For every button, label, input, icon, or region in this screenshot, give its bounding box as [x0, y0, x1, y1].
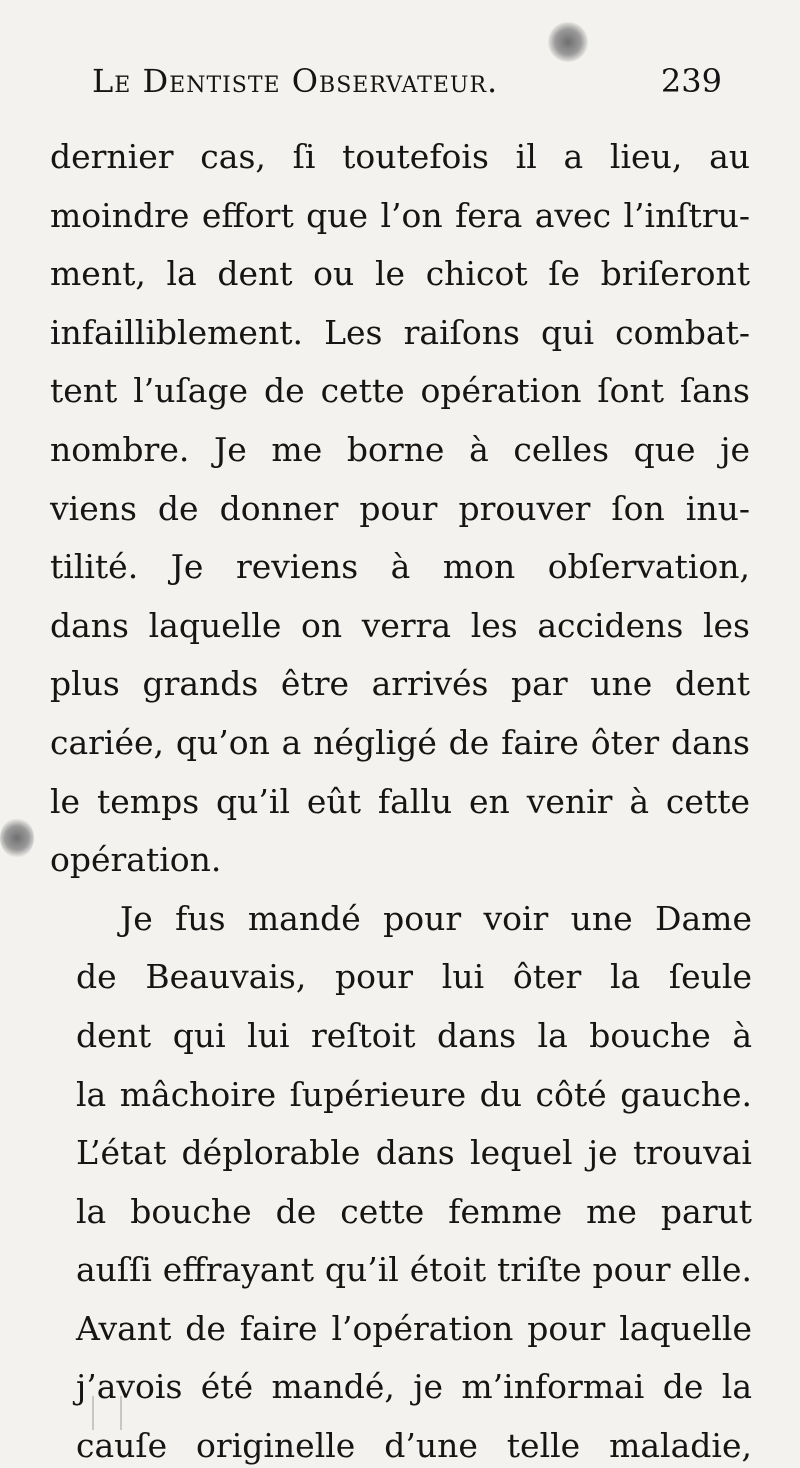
text-line: tent l’uſage de cette opération ſont ſans: [50, 371, 750, 411]
text-line: opération.: [50, 840, 222, 880]
text-line: le temps qu’il eût fallu en venir à cette: [50, 781, 750, 821]
ink-stain: [0, 818, 34, 858]
text-line: plus grands être arrivés par une dent: [50, 664, 750, 704]
paragraph: [50, 890, 750, 1468]
text-line: moindre effort que l’on fera avec l’inſtru-: [50, 195, 750, 235]
text-line: j’avois été mandé, je m’informai de la: [76, 1367, 752, 1407]
text-line: la bouche de cette femme me parut: [76, 1191, 752, 1231]
text-line: auſſi effrayant qu’il étoit triſte pour elle.: [76, 1250, 752, 1290]
text-line: dernier cas, ſi toutefois il a lieu, au: [50, 137, 750, 176]
text-line: nombre. Je me borne à celles que je: [50, 429, 750, 469]
text-line: L’état déplorable dans lequel je trouvai: [76, 1133, 752, 1173]
text-line: dent qui lui reſtoit dans la bouche à: [76, 1015, 752, 1055]
paragraph: [50, 128, 750, 890]
running-title: Le Dentiste Observateur.: [92, 62, 499, 100]
running-header: [92, 62, 722, 112]
text-line: viens de donner pour prouver ſon inu-: [50, 488, 750, 528]
text-line: cauſe originelle d’une telle maladie,: [76, 1426, 752, 1466]
text-line: dans laquelle on verra les accidens les: [50, 605, 750, 645]
text-line: Avant de faire l’opération pour laquelle: [76, 1308, 752, 1348]
text-line: de Beauvais, pour lui ôter la ſeule: [76, 957, 752, 997]
text-line: ment, la dent ou le chicot ſe briſeront: [50, 254, 750, 294]
text-line: tilité. Je reviens à mon obſervation,: [50, 547, 750, 587]
show-through-mark: [92, 1396, 122, 1430]
text-line: Je fus mandé pour voir une Dame: [120, 898, 752, 938]
text-line: cariée, qu’on a négligé de faire ôter dans: [50, 722, 750, 762]
page-number: 239: [660, 62, 722, 100]
text-line: infailliblement. Les raiſons qui combat-: [50, 312, 750, 352]
text-line: la mâchoire ſupérieure du côté gauche.: [76, 1074, 752, 1114]
ink-stain: [548, 22, 588, 62]
body-text: [50, 128, 750, 1468]
